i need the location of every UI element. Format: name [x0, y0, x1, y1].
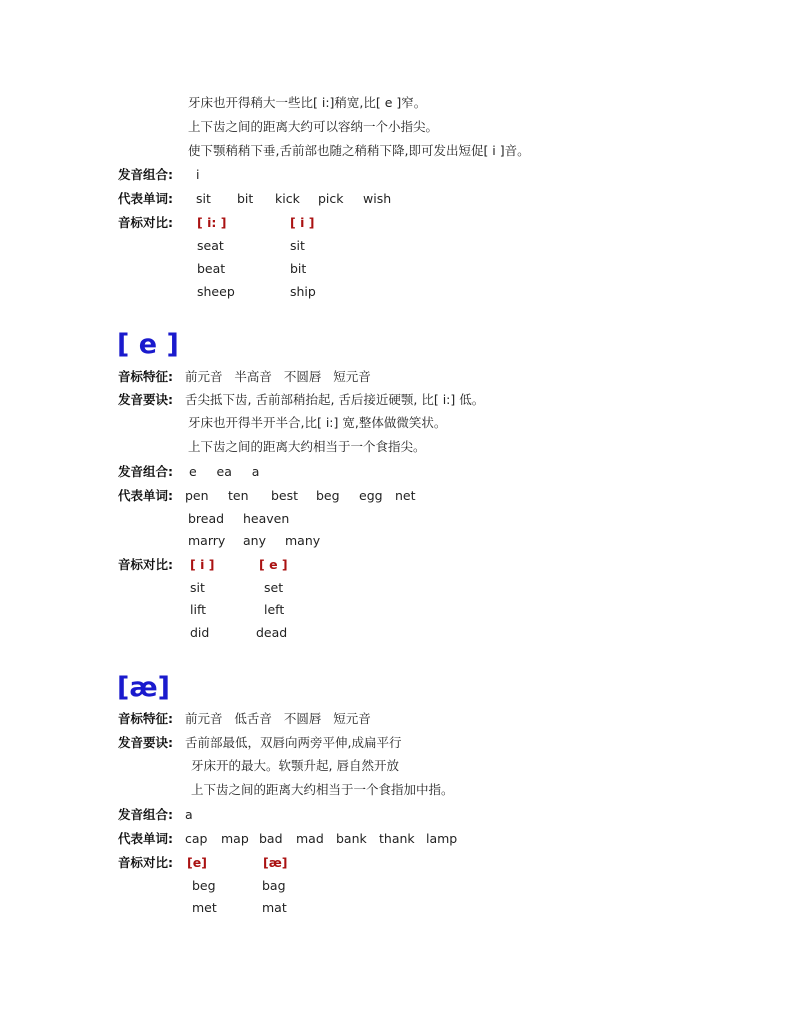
word: lamp [426, 831, 458, 846]
s2-tip-3: 上下齿之间的距离大约相当于一个食指尖。 [188, 439, 426, 454]
word: wish [363, 191, 392, 206]
s3-tip-2: 牙床开的最大。软颚升起, 唇自然开放 [191, 758, 399, 773]
s3-tip-1: 舌前部最低，双唇向两旁平伸,成扁平行 [185, 735, 402, 750]
s3-title: [æ] [117, 672, 170, 703]
word: map [221, 831, 249, 846]
word: many [285, 533, 321, 548]
s3-feature: 前元音 低舌音 不圆唇 短元音 [185, 711, 371, 726]
s2-words-row-1 [185, 488, 416, 504]
word: best [271, 488, 299, 503]
s1-contrast-head-1: [ i: ] [197, 215, 227, 230]
s2-contrast-head-2: [ e ] [259, 557, 288, 572]
s2-contrast-label: 音标对比: [118, 557, 173, 572]
word: bad [259, 831, 283, 846]
s1-combo-label: 发音组合: [118, 167, 173, 182]
s2-tip-1: 舌尖抵下齿, 舌前部稍抬起, 舌后接近硬颚, 比[ i:] 低。 [185, 392, 485, 407]
word: marry [188, 533, 226, 548]
word: thank [379, 831, 415, 846]
s1-contrast-word: seat [197, 238, 224, 253]
s2-contrast-word: sit [190, 580, 205, 595]
word: sit [196, 191, 211, 206]
s1-words-label: 代表单词: [118, 191, 173, 206]
s2-words-row-3 [188, 533, 320, 549]
s1-tip-2: 上下齿之间的距离大约可以容纳一个小指尖。 [188, 119, 439, 134]
s1-tip-1: 牙床也开得稍大一些比[ i:]稍宽,比[ e ]窄。 [188, 95, 427, 110]
word: bit [237, 191, 254, 206]
s2-tips-label: 发音要诀: [118, 392, 173, 407]
s1-combo-value: i [196, 167, 200, 182]
s3-contrast-word: met [192, 900, 217, 915]
word: heaven [243, 511, 290, 526]
word: net [395, 488, 416, 503]
s1-contrast-word: ship [290, 284, 316, 299]
s1-contrast-word: sheep [197, 284, 235, 299]
s1-contrast-head-2: [ i ] [290, 215, 315, 230]
s2-contrast-word: lift [190, 602, 207, 617]
s3-contrast-word: mat [262, 900, 287, 915]
s3-combo-value: a [185, 807, 193, 822]
word: egg [359, 488, 383, 503]
s3-feature-label: 音标特征: [118, 711, 173, 726]
s3-tips-label: 发音要诀: [118, 735, 173, 750]
s2-feature: 前元音 半高音 不圆唇 短元音 [185, 369, 371, 384]
s2-tip-2: 牙床也开得半开半合,比[ i:] 宽,整体做微笑状。 [188, 415, 447, 430]
s3-contrast-word: beg [192, 878, 216, 893]
s2-contrast-word: left [264, 602, 285, 617]
s3-combo-label: 发音组合: [118, 807, 173, 822]
s2-feature-label: 音标特征: [118, 369, 173, 384]
s3-contrast-head-1: [e] [187, 855, 207, 870]
s2-title: [ e ] [117, 329, 179, 360]
s1-contrast-word: bit [290, 261, 307, 276]
s3-words-label: 代表单词: [118, 831, 173, 846]
s3-contrast-word: bag [262, 878, 286, 893]
s3-contrast-head-2: [æ] [263, 855, 288, 870]
word: cap [185, 831, 208, 846]
word: ten [228, 488, 249, 503]
s2-combo-label: 发音组合: [118, 464, 173, 479]
s2-contrast-word: set [264, 580, 284, 595]
s1-contrast-label: 音标对比: [118, 215, 173, 230]
s1-contrast-word: sit [290, 238, 305, 253]
word: pen [185, 488, 209, 503]
word: kick [275, 191, 300, 206]
s2-combo-value: e ea a [189, 464, 260, 479]
word: any [243, 533, 266, 548]
s3-words [185, 831, 457, 847]
s3-contrast-label: 音标对比: [118, 855, 173, 870]
s2-words-label: 代表单词: [118, 488, 173, 503]
s1-contrast-word: beat [197, 261, 226, 276]
word: beg [316, 488, 340, 503]
word: pick [318, 191, 344, 206]
word: mad [296, 831, 324, 846]
s2-contrast-head-1: [ i ] [190, 557, 215, 572]
word: bank [336, 831, 367, 846]
word: bread [188, 511, 225, 526]
s2-contrast-word: did [190, 625, 210, 640]
s3-tip-3: 上下齿之间的距离大约相当于一个食指加中指。 [191, 782, 454, 797]
s2-contrast-word: dead [256, 625, 288, 640]
s1-words [196, 191, 391, 207]
s2-words-row-2 [188, 511, 289, 527]
s1-tip-3: 使下颚稍稍下垂,舌前部也随之稍稍下降,即可发出短促[ i ]音。 [188, 143, 530, 158]
